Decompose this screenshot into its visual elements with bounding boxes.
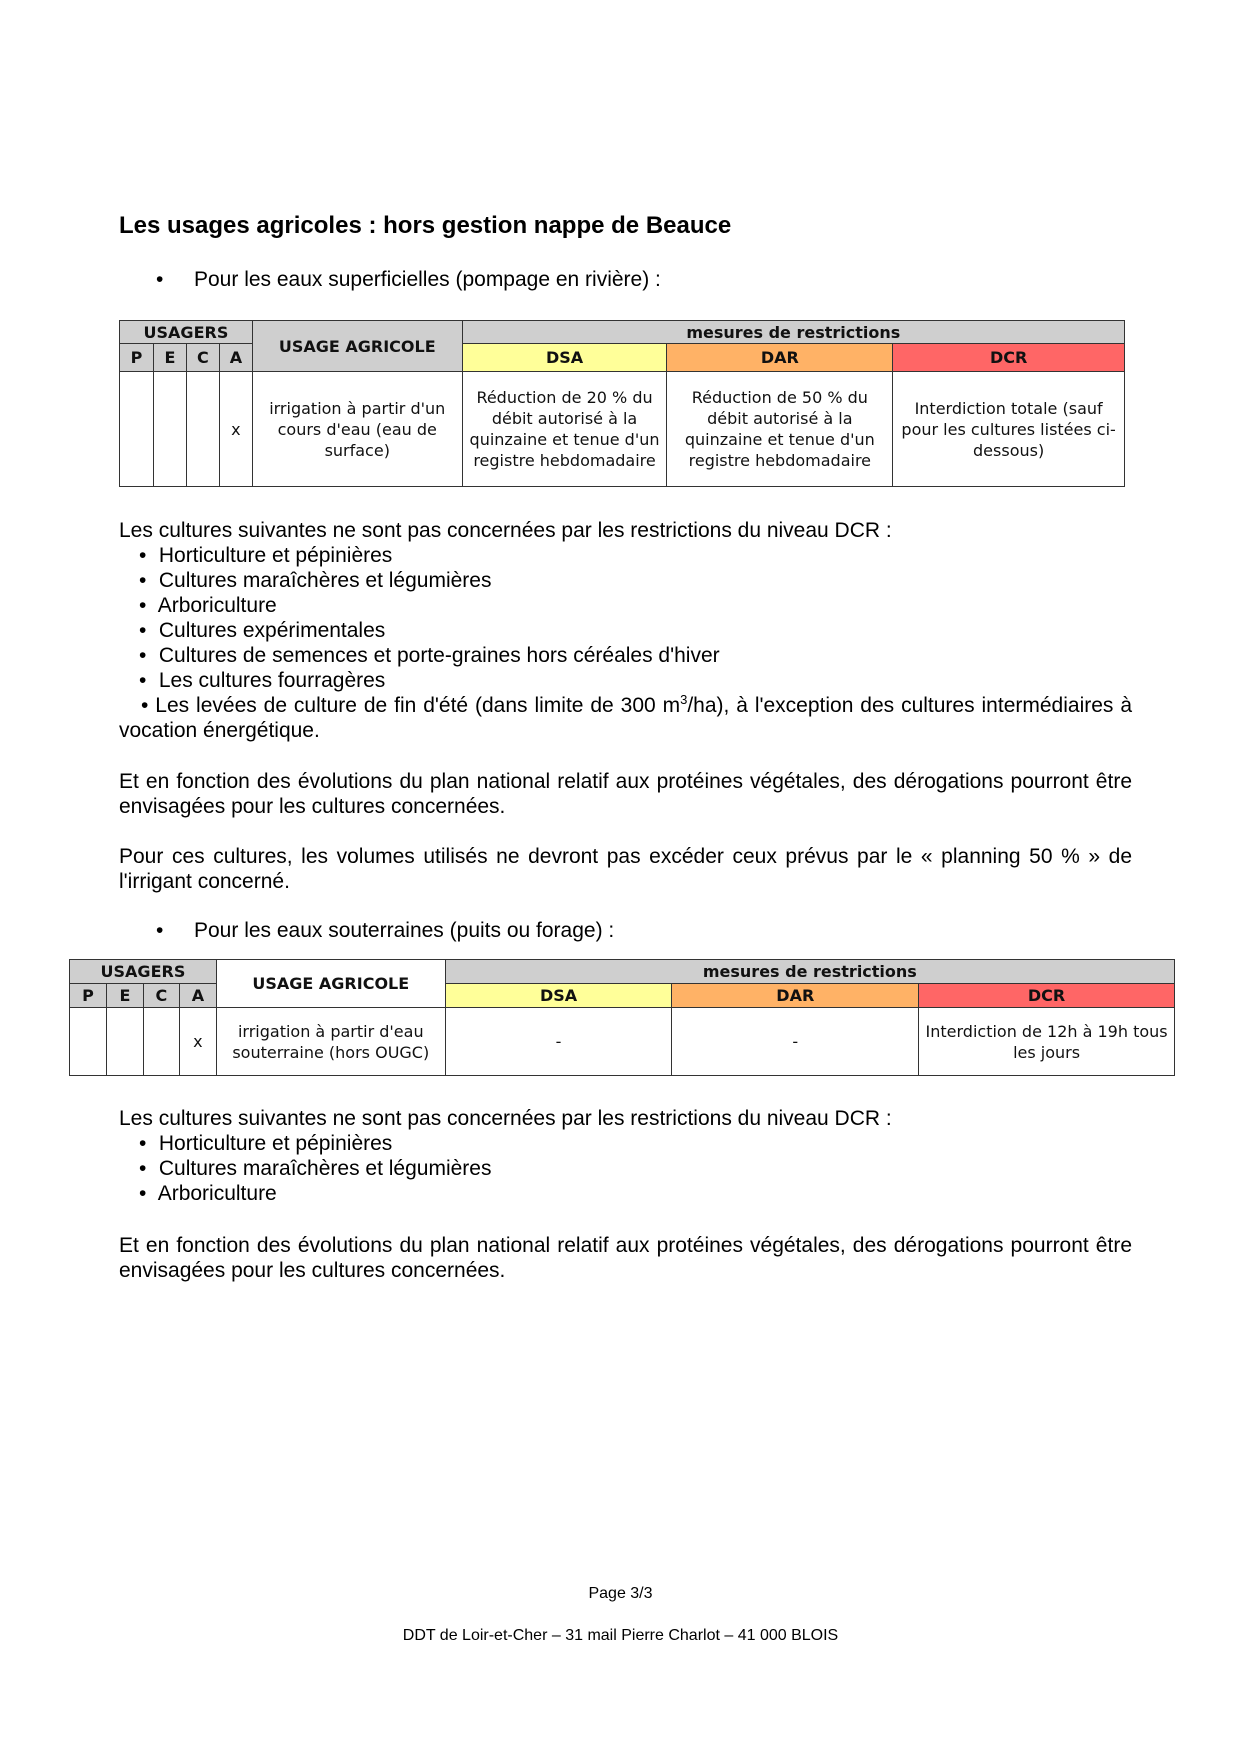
list-item: • Cultures maraîchères et légumières (139, 569, 492, 592)
list-item: • Arboriculture (139, 594, 277, 617)
list-item-text: Cultures expérimentales (158, 619, 386, 642)
surface-intro-text: Pour les eaux superficielles (pompage en rivière) : (194, 268, 661, 291)
exemptions-list (119, 1131, 1132, 1206)
page-title: Les usages agricoles : hors gestion nappe de Beauce (119, 212, 732, 239)
souterraine-intro (156, 919, 614, 943)
list-item: • Horticulture et pépinières (139, 544, 393, 567)
col-e-header: E (106, 984, 143, 1008)
cell-usage: irrigation à partir d'un cours d'eau (eau de surface) (252, 372, 462, 487)
mesures-header: mesures de restrictions (445, 960, 1174, 984)
cell-p (70, 1008, 107, 1076)
dar-header: DAR (667, 344, 893, 372)
list-item: • Horticulture et pépinières (139, 1132, 393, 1155)
dar-header: DAR (672, 984, 919, 1008)
cell-usage: irrigation à partir d'eau souterraine (hors OUGC) (216, 1008, 445, 1076)
col-p-header: P (70, 984, 107, 1008)
cell-c (186, 372, 219, 487)
surface-exemptions (119, 518, 1132, 743)
dcr-header: DCR (919, 984, 1175, 1008)
usagers-header: USAGERS (120, 321, 253, 344)
dcr-header: DCR (893, 344, 1125, 372)
col-a-header: A (219, 344, 252, 372)
list-item-text: Cultures de semences et porte-graines hors céréales d'hiver (158, 644, 720, 667)
usage-agricole-header: USAGE AGRICOLE (252, 321, 462, 372)
list-item: • Cultures de semences et porte-graines hors céréales d'hiver (139, 644, 720, 667)
list-item-text: Cultures maraîchères et légumières (158, 1157, 492, 1180)
souterraine-exemptions (119, 1106, 1132, 1206)
souterraine-intro-text: Pour les eaux souterraines (puits ou forage) : (194, 919, 615, 942)
col-c-header: C (143, 984, 179, 1008)
footer-address: DDT de Loir-et-Cher – 31 mail Pierre Charlot – 41 000 BLOIS (402, 1627, 839, 1644)
dsa-header: DSA (462, 344, 667, 372)
mesures-header: mesures de restrictions (462, 321, 1124, 344)
list-item-text: Cultures maraîchères et légumières (158, 569, 492, 592)
usagers-header: USAGERS (70, 960, 217, 984)
dsa-header: DSA (445, 984, 672, 1008)
souterraine-proteines-paragraph: Et en fonction des évolutions du plan national relatif aux protéines végétales, des dérogations pourront être envisagées pour les cultures concernées. (119, 1234, 1132, 1282)
col-p-header: P (120, 344, 154, 372)
cell-dar: - (672, 1008, 919, 1076)
page-number: Page 3/3 (588, 1585, 653, 1602)
exemptions-intro: Les cultures suivantes ne sont pas concernées par les restrictions du niveau DCR : (119, 519, 892, 542)
cell-dcr: Interdiction de 12h à 19h tous les jours (919, 1008, 1175, 1076)
list-item-text: /ha), à l'exception des cultures intermédiaires à vocation énergétique. (119, 694, 1132, 742)
exemptions-intro: Les cultures suivantes ne sont pas concernées par les restrictions du niveau DCR : (119, 1107, 892, 1130)
list-item: • Cultures maraîchères et légumières (139, 1157, 492, 1180)
list-item-text: Les levées de culture de fin d'été (dans limite de 300 m (155, 694, 681, 717)
surface-proteines-paragraph: Et en fonction des évolutions du plan national relatif aux protéines végétales, des dérogations pourront être envisagées pour les cultures concernées. (119, 770, 1132, 818)
col-c-header: C (186, 344, 219, 372)
list-item-text: Arboriculture (157, 1182, 277, 1205)
cell-dsa: Réduction de 20 % du débit autorisé à la quinzaine et tenue d'un registre hebdomadaire (462, 372, 667, 487)
surface-intro (156, 268, 661, 292)
col-e-header: E (153, 344, 186, 372)
table-row (70, 1008, 1175, 1076)
list-item: • Arboriculture (139, 1182, 277, 1205)
table-row (120, 372, 1125, 487)
bullet-marker: • (156, 919, 164, 942)
souterraine-restrictions-table (69, 959, 1175, 1076)
col-a-header: A (179, 984, 216, 1008)
superscript: 3 (680, 692, 688, 707)
cell-dsa: - (445, 1008, 672, 1076)
list-item: • Les levées de culture de fin d'été (dans limite de 300 $m^3/ha$), à l'exception des cultures intermédiaires à vocation énergétique. (119, 692, 1132, 742)
list-item-text: Les cultures fourragères (158, 669, 386, 692)
list-item: • Cultures expérimentales (139, 619, 386, 642)
usage-agricole-header: USAGE AGRICOLE (216, 960, 445, 1008)
cell-a: x (219, 372, 252, 487)
cell-a: x (179, 1008, 216, 1076)
cell-dcr: Interdiction totale (sauf pour les cultures listées ci-dessous) (893, 372, 1125, 487)
surface-restrictions-table (119, 320, 1125, 487)
list-item-text: Horticulture et pépinières (158, 544, 393, 567)
cell-c (143, 1008, 179, 1076)
exemptions-list (119, 543, 1132, 743)
cell-p (120, 372, 154, 487)
list-item-text: Horticulture et pépinières (158, 1132, 393, 1155)
cell-e (106, 1008, 143, 1076)
surface-volumes-paragraph: Pour ces cultures, les volumes utilisés ne devront pas excéder ceux prévus par le « planning 50 % » de l'irrigant concerné. (119, 845, 1132, 893)
cell-dar: Réduction de 50 % du débit autorisé à la quinzaine et tenue d'un registre hebdomadaire (667, 372, 893, 487)
list-item: • Les cultures fourragères (139, 669, 386, 692)
list-item-text: Arboriculture (157, 594, 277, 617)
bullet-marker: • (156, 268, 164, 291)
cell-e (153, 372, 186, 487)
